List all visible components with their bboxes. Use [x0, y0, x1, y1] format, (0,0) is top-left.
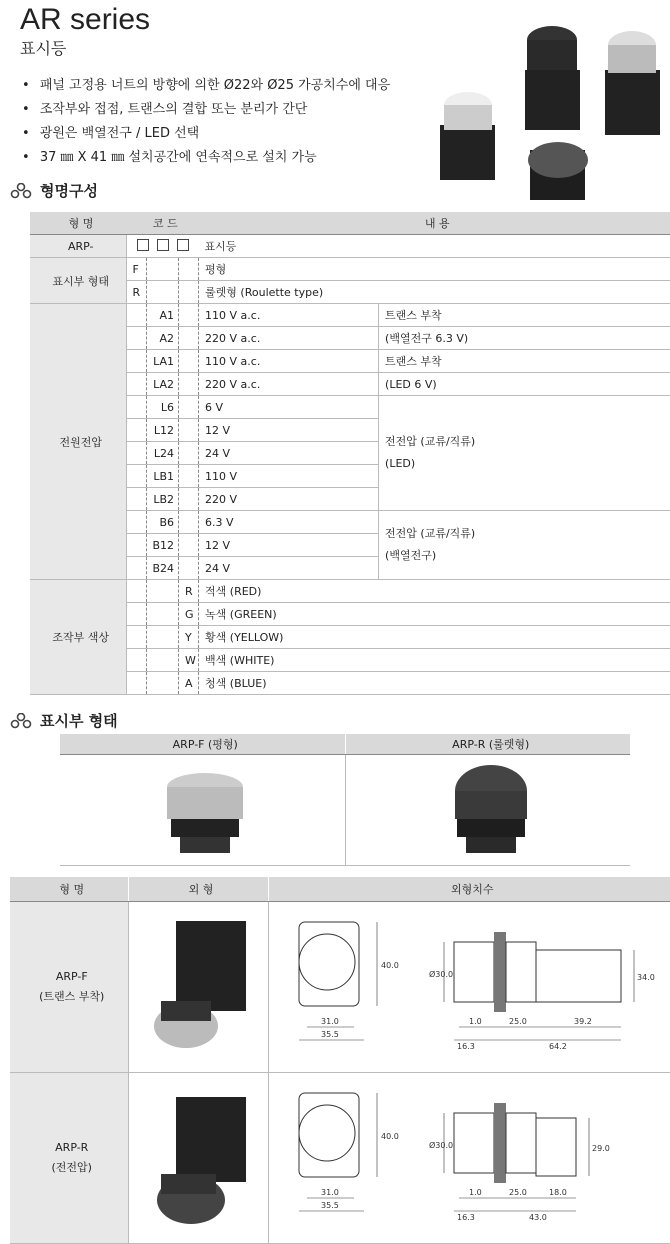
dim-label: 40.0 [380, 961, 399, 970]
cell: 청색 (BLUE) [199, 672, 670, 695]
model-code-table [30, 212, 670, 695]
cell: ARP-F [55, 970, 88, 983]
dim-label: Ø30.0 [428, 970, 453, 979]
display-shape-table [60, 734, 630, 866]
cell: LA1 [146, 350, 179, 373]
cell: (LED) [385, 457, 416, 470]
cell: LB2 [146, 488, 179, 511]
cell: R [126, 281, 146, 304]
cell: A [179, 672, 199, 695]
cell: 220 V a.c. [199, 373, 379, 396]
cell: 전전압 (교류/직류) [385, 527, 476, 540]
dim-label: 35.5 [320, 1201, 339, 1210]
cell: 전전압 (교류/직류) [385, 435, 476, 448]
cell: L12 [146, 419, 179, 442]
cell: 평형 [199, 258, 670, 281]
dim-label: 16.3 [456, 1213, 475, 1222]
cell: 220 V a.c. [199, 327, 379, 350]
dimensions-table [10, 877, 670, 1244]
flat-lens-photo [60, 755, 345, 866]
model-cell [10, 1073, 128, 1244]
cell: (백열전구) [385, 549, 437, 562]
cell: 백색 (WHITE) [199, 649, 670, 672]
row-label: 조작부 색상 [30, 580, 126, 695]
col-header: ARP-R (룰렛형) [345, 734, 630, 755]
dim-label: 25.0 [508, 1017, 527, 1026]
dim-label: 31.0 [320, 1017, 339, 1026]
row-label: 표시부 형태 [30, 258, 126, 304]
cell: 110 V [199, 465, 379, 488]
cell: 110 V a.c. [199, 350, 379, 373]
cell: R [179, 580, 199, 603]
cell: 24 V [199, 557, 379, 580]
dim-label: 1.0 [468, 1188, 482, 1197]
dim-label: 64.2 [548, 1042, 567, 1051]
cell: A1 [146, 304, 179, 327]
cell: F [126, 258, 146, 281]
cell: 12 V [199, 534, 379, 557]
cell: B24 [146, 557, 179, 580]
cell: LB1 [146, 465, 179, 488]
cell: LA2 [146, 373, 179, 396]
product-photo [128, 1073, 268, 1244]
cell: B12 [146, 534, 179, 557]
dim-label: 31.0 [320, 1188, 339, 1197]
dim-label: 29.0 [591, 1144, 610, 1153]
page-title: AR series [20, 3, 151, 36]
cell: 표시등 [199, 235, 670, 258]
cell: L6 [146, 396, 179, 419]
dim-label: 25.0 [508, 1188, 527, 1197]
cell: 녹색 (GREEN) [199, 603, 670, 626]
cell: (백열전구 6.3 V) [379, 327, 670, 350]
dim-label: 43.0 [528, 1213, 547, 1222]
dim-label: 35.5 [320, 1030, 339, 1039]
cell: L24 [146, 442, 179, 465]
dim-label: 18.0 [548, 1188, 567, 1197]
page-subtitle: 표시등 [20, 39, 67, 58]
cell: (트랜스 부착) [39, 990, 105, 1003]
list-item: • 광원은 백열전구 / LED 선택 [22, 122, 390, 146]
cell: 24 V [199, 442, 379, 465]
cell: 트랜스 부착 [379, 304, 670, 327]
col-header: 외형치수 [268, 877, 670, 902]
row-label: 전원전압 [30, 304, 126, 580]
model-cell [10, 902, 128, 1073]
section-title: 표시부 형태 [40, 712, 118, 730]
cell: ARP-R [55, 1141, 89, 1154]
code-boxes [126, 235, 199, 258]
cell: 110 V a.c. [199, 304, 379, 327]
feature-list [22, 74, 390, 170]
col-header: 내 용 [199, 212, 670, 235]
col-header: ARP-F (평형) [60, 734, 345, 755]
cell: 12 V [199, 419, 379, 442]
list-item: • 조작부와 접점, 트랜스의 결합 또는 분리가 간단 [22, 98, 390, 122]
cell: 6.3 V [199, 511, 379, 534]
cell: 트랜스 부착 [379, 350, 670, 373]
cell: A2 [146, 327, 179, 350]
cell: 6 V [199, 396, 379, 419]
cell: (전전압) [51, 1161, 92, 1174]
dim-label: 1.0 [468, 1017, 482, 1026]
roulette-lens-photo [345, 755, 630, 866]
cell: Y [179, 626, 199, 649]
dim-label: Ø30.0 [428, 1141, 453, 1150]
cell: G [179, 603, 199, 626]
col-header: 형 명 [30, 212, 126, 235]
dimension-drawing [268, 1073, 670, 1244]
dim-label: 34.0 [636, 973, 655, 982]
cell: W [179, 649, 199, 672]
model-name: ARP- [30, 235, 126, 258]
cell: 적색 (RED) [199, 580, 670, 603]
section-bullet-icon [10, 713, 32, 729]
list-item: • 37 ㎜ X 41 ㎜ 설치공간에 연속적으로 설치 가능 [22, 146, 390, 170]
cell: (LED 6 V) [379, 373, 670, 396]
product-photo [440, 10, 665, 210]
section-bullet-icon [10, 183, 32, 199]
section-title: 형명구성 [40, 182, 98, 200]
col-header: 코 드 [126, 212, 199, 235]
col-header: 외 형 [128, 877, 268, 902]
list-item: • 패널 고정용 너트의 방향에 의한 Ø22와 Ø25 가공치수에 대응 [22, 74, 390, 98]
section-heading [10, 180, 98, 201]
dim-label: 16.3 [456, 1042, 475, 1051]
col-header: 형 명 [10, 877, 128, 902]
dim-label: 39.2 [573, 1017, 592, 1026]
dim-label: 40.0 [380, 1132, 399, 1141]
product-photo [128, 902, 268, 1073]
cell: 황색 (YELLOW) [199, 626, 670, 649]
section-heading [10, 710, 118, 731]
dimension-drawing [268, 902, 670, 1073]
cell: B6 [146, 511, 179, 534]
cell: 220 V [199, 488, 379, 511]
cell: 룰렛형 (Roulette type) [199, 281, 670, 304]
